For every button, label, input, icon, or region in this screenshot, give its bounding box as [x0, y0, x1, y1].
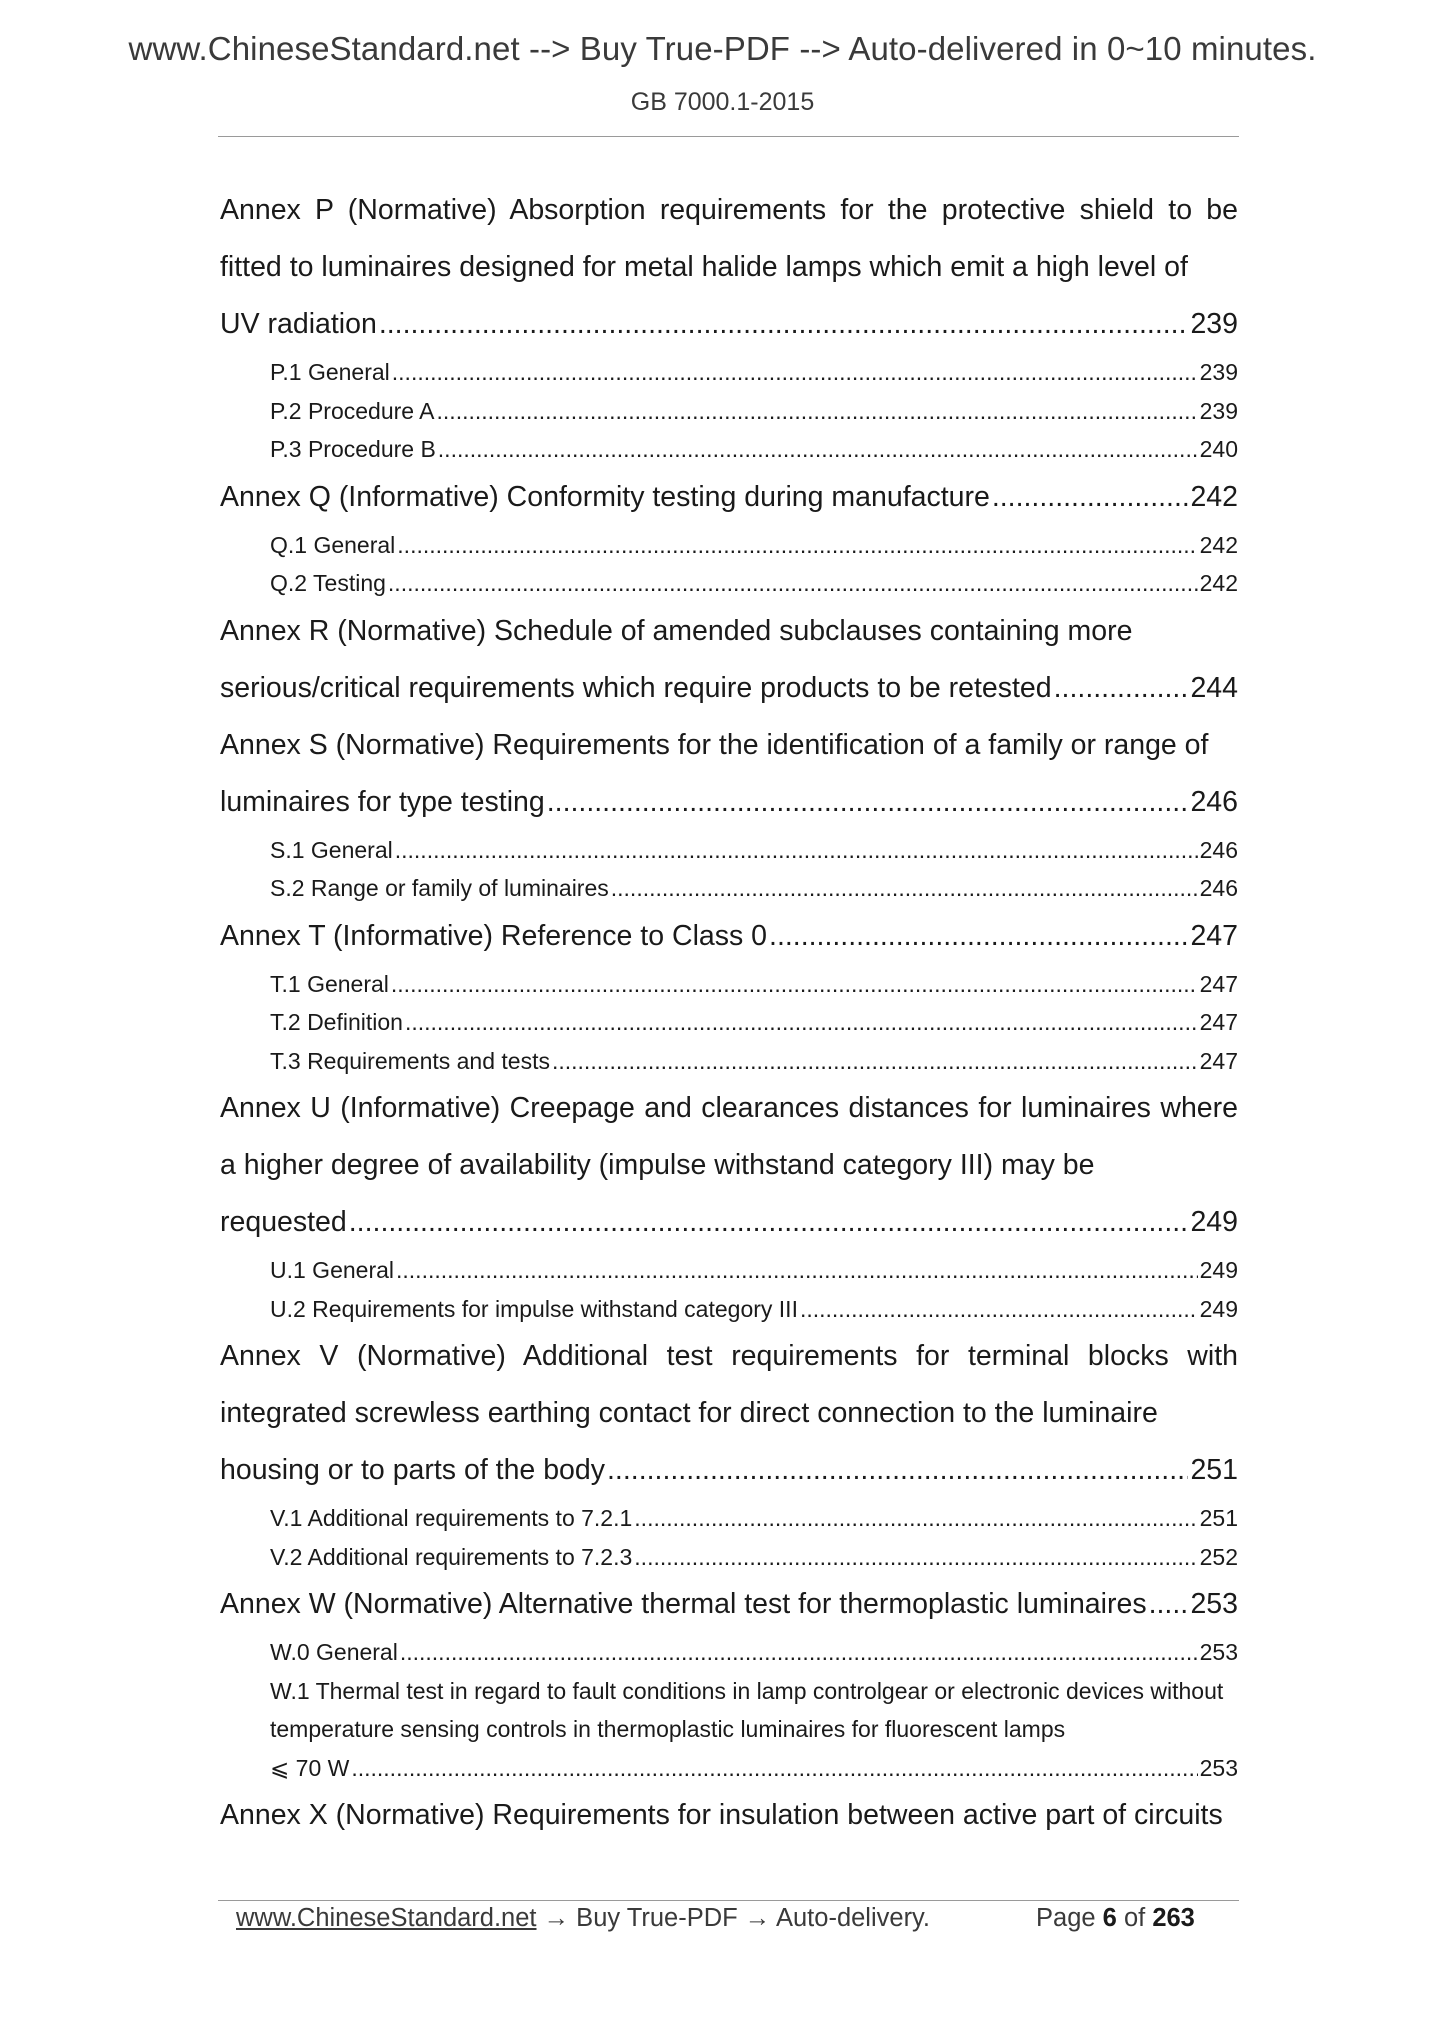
- toc-page-number: 242: [1199, 570, 1238, 596]
- toc-entry-label: Annex T (Informative) Reference to Class 0: [220, 919, 768, 952]
- dot-leader: [388, 564, 1198, 603]
- toc-entry-annex-x-lead[interactable]: Annex X (Normative) Requirements for insulation between active part of circuits: [220, 1799, 1223, 1831]
- toc-subentry-t1[interactable]: [220, 965, 1238, 1004]
- toc-page-number: 251: [1199, 1505, 1238, 1531]
- page-indicator: [1036, 1904, 1195, 1933]
- dot-leader: [397, 526, 1197, 565]
- dot-leader: [400, 1633, 1198, 1672]
- document-code: GB 7000.1-2015: [630, 88, 815, 116]
- toc-page-number: 242: [1190, 480, 1238, 513]
- toc-entry-annex-s-lead[interactable]: Annex S (Normative) Requirements for the identification of a family or range of: [220, 728, 1209, 761]
- footer-divider: [218, 1900, 1239, 1901]
- footer-website-link[interactable]: www.ChineseStandard.net: [236, 1904, 537, 1932]
- toc-subentry-v1[interactable]: [220, 1499, 1238, 1538]
- toc-page-number: 246: [1199, 836, 1238, 863]
- header-divider: [218, 136, 1239, 137]
- toc-subentry-q1[interactable]: [220, 526, 1238, 565]
- toc-entry-label: luminaires for type testing: [220, 785, 545, 818]
- toc-entry-label: Annex Q (Informative) Conformity testing during manufacture: [220, 480, 990, 513]
- toc-entry-label: S.2 Range or family of luminaires: [270, 875, 609, 901]
- toc-entry-label: Annex W (Normative) Alternative thermal test for thermoplastic luminaires: [220, 1588, 1147, 1620]
- total-pages-number: 263: [1152, 1904, 1195, 1932]
- toc-page-number: 249: [1199, 1295, 1238, 1322]
- dot-leader: [437, 392, 1198, 431]
- toc-subentry-s2[interactable]: [220, 869, 1238, 908]
- toc-page-number: 247: [1199, 970, 1238, 997]
- dot-leader: [547, 774, 1189, 831]
- toc-page-number: 249: [1190, 1206, 1238, 1238]
- footer-tagline: → Buy True-PDF → Auto-delivery.: [536, 1904, 930, 1932]
- toc-entry-label: P.2 Procedure A: [270, 397, 435, 424]
- toc-page-number: 247: [1199, 1047, 1238, 1074]
- toc-entry-label: V.2 Additional requirements to 7.2.3: [270, 1543, 633, 1570]
- toc-page-number: 253: [1190, 1588, 1238, 1620]
- toc-entry-annex-r[interactable]: [220, 660, 1238, 717]
- toc-subentry-w1-lead[interactable]: W.1 Thermal test in regard to fault conditions in lamp controlgear or electronic devices without temperature sensing controls in thermoplastic luminaires for fluorescent lamps: [270, 1677, 1224, 1742]
- toc-subentry-t3[interactable]: [220, 1042, 1238, 1081]
- toc-entry-annex-r-lead[interactable]: Annex R (Normative) Schedule of amended subclauses containing more: [220, 614, 1133, 647]
- toc-entry-label: V.1 Additional requirements to 7.2.1: [270, 1505, 633, 1531]
- dot-leader: [392, 353, 1198, 392]
- toc-page-number: 239: [1190, 308, 1238, 340]
- toc-page-number: 239: [1199, 359, 1238, 385]
- toc-subentry-p1[interactable]: [220, 353, 1238, 392]
- toc-subentry-s1[interactable]: [220, 831, 1238, 870]
- dot-leader: [634, 1499, 1197, 1538]
- toc-subentry-p2[interactable]: [220, 392, 1238, 431]
- toc-page-number: 244: [1190, 671, 1238, 704]
- dot-leader: [552, 1042, 1198, 1081]
- dot-leader: [349, 1194, 1189, 1251]
- dot-leader: [611, 869, 1198, 908]
- toc-entry-label: Q.1 General: [270, 531, 396, 558]
- dot-leader: [405, 1003, 1198, 1042]
- toc-entry-annex-p-lead[interactable]: Annex P (Normative) Absorption requirements for the protective shield to be fitted to luminaires designed for metal halide lamps which emit a high level of: [220, 194, 1238, 283]
- toc-page-number: 251: [1190, 1454, 1238, 1486]
- toc-subentry-t2[interactable]: [220, 1003, 1238, 1042]
- dot-leader: [992, 469, 1189, 526]
- dot-leader: [351, 1749, 1197, 1788]
- toc-page-number: 246: [1190, 785, 1238, 818]
- toc-page-number: 252: [1199, 1543, 1238, 1570]
- toc-entry-annex-p[interactable]: [220, 296, 1238, 353]
- toc-entry-label: P.1 General: [270, 359, 390, 385]
- toc-entry-label: U.1 General: [270, 1257, 395, 1283]
- dot-leader: [391, 965, 1198, 1004]
- toc-subentry-v2[interactable]: [220, 1538, 1238, 1577]
- toc-entry-label: S.1 General: [270, 836, 393, 863]
- dot-leader: [800, 1290, 1198, 1329]
- toc-entry-label: W.0 General: [270, 1639, 398, 1665]
- dot-leader: [379, 296, 1189, 353]
- toc-page-number: 253: [1199, 1754, 1238, 1781]
- toc-entry-label: T.1 General: [270, 970, 389, 997]
- toc-entry-annex-w[interactable]: [220, 1576, 1238, 1633]
- dot-leader: [1054, 660, 1189, 717]
- toc-entry-label: Q.2 Testing: [270, 570, 386, 596]
- toc-page-number: 247: [1190, 919, 1238, 952]
- toc-subentry-u2[interactable]: [220, 1290, 1238, 1329]
- page-word: Page: [1036, 1904, 1096, 1932]
- toc-entry-annex-q[interactable]: [220, 469, 1238, 526]
- toc-entry-annex-t[interactable]: [220, 908, 1238, 965]
- toc-entry-label: T.3 Requirements and tests: [270, 1047, 550, 1074]
- toc-entry-label: U.2 Requirements for impulse withstand category III: [270, 1295, 798, 1322]
- toc-entry-annex-s[interactable]: [220, 774, 1238, 831]
- page-footer: [236, 1904, 1236, 1933]
- dot-leader: [769, 908, 1188, 965]
- toc-entry-label: T.2 Definition: [270, 1009, 403, 1035]
- toc-entry-annex-v[interactable]: [220, 1442, 1238, 1499]
- dot-leader: [438, 430, 1198, 469]
- header-banner: www.ChineseStandard.net --> Buy True-PDF --> Auto-delivered in 0~10 minutes.: [128, 30, 1317, 67]
- toc-entry-label: serious/critical requirements which require products to be retested: [220, 671, 1052, 704]
- toc-entry-label: requested: [220, 1206, 347, 1238]
- dot-leader: [396, 1251, 1198, 1290]
- toc-page-number: 242: [1199, 531, 1238, 558]
- toc-subentry-u1[interactable]: [220, 1251, 1238, 1290]
- toc-entry-label: housing or to parts of the body: [220, 1454, 606, 1486]
- toc-entry-label: UV radiation: [220, 308, 377, 340]
- dot-leader: [634, 1538, 1197, 1577]
- toc-page-number: 240: [1199, 436, 1238, 462]
- toc-page-number: 246: [1199, 875, 1238, 901]
- dot-leader: [607, 1442, 1188, 1499]
- toc-page-number: 239: [1199, 397, 1238, 424]
- current-page-number: 6: [1102, 1904, 1117, 1932]
- toc-entry-annex-u[interactable]: [220, 1194, 1238, 1251]
- toc-entry-label: P.3 Procedure B: [270, 436, 436, 462]
- toc-subentry-w1[interactable]: [220, 1749, 1238, 1788]
- dot-leader: [395, 831, 1198, 870]
- table-of-contents: [220, 182, 1238, 1844]
- toc-page-number: 247: [1199, 1009, 1238, 1035]
- toc-entry-annex-u-lead[interactable]: Annex U (Informative) Creepage and clearances distances for luminaires where a higher degree of availability (impulse withstand category III) may be: [220, 1092, 1238, 1181]
- toc-subentry-q2[interactable]: [220, 564, 1238, 603]
- dot-leader: [1149, 1576, 1189, 1633]
- toc-subentry-w0[interactable]: [220, 1633, 1238, 1672]
- toc-page-number: 253: [1199, 1639, 1238, 1665]
- toc-entry-label: ⩽ 70 W: [270, 1754, 350, 1781]
- toc-subentry-p3[interactable]: [220, 430, 1238, 469]
- toc-page-number: 249: [1199, 1257, 1238, 1283]
- of-word: of: [1123, 1904, 1146, 1932]
- toc-entry-annex-v-lead[interactable]: Annex V (Normative) Additional test requirements for terminal blocks with integrated screwless earthing contact for direct connection to the luminaire: [220, 1340, 1238, 1429]
